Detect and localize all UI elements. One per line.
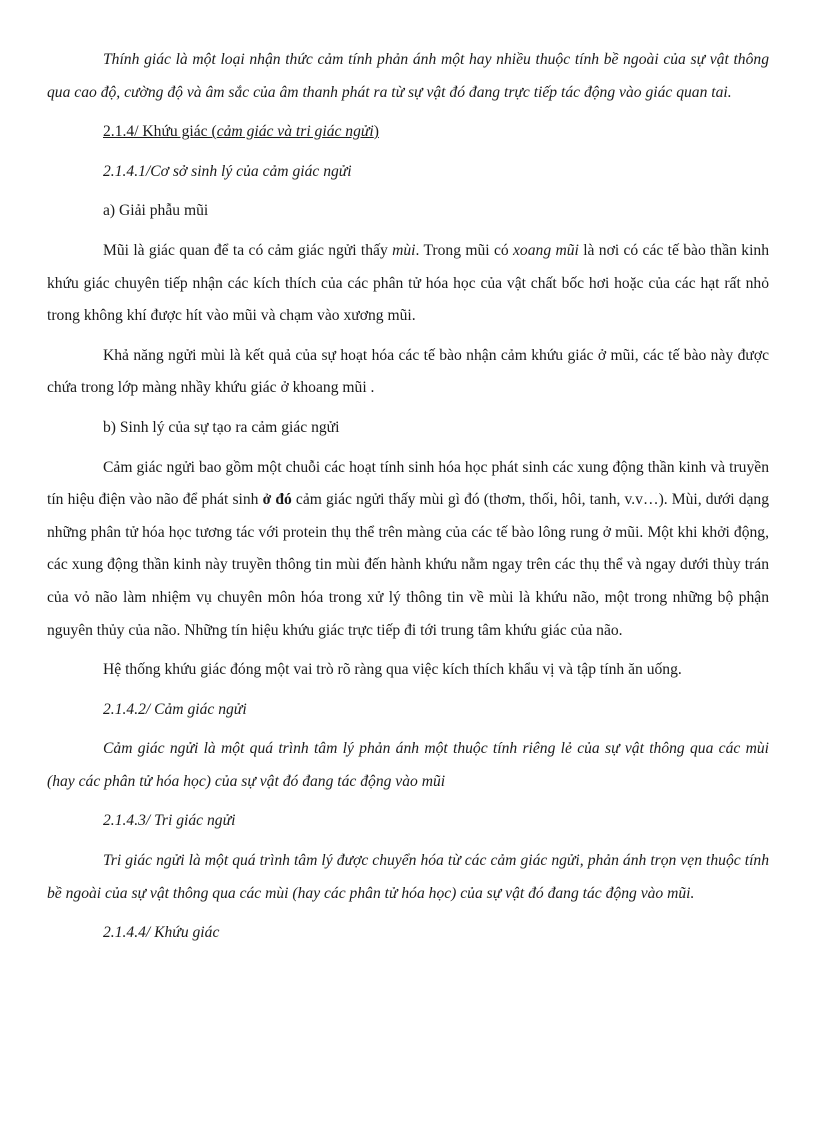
- heading-a-giai-phau-mui: a) Giải phẫu mũi: [103, 202, 209, 220]
- heading-2-1-4-3: 2.1.4.3/ Tri giác ngửi: [103, 812, 236, 830]
- heading-2-1-4-2: 2.1.4.2/ Cảm giác ngửi: [103, 700, 247, 718]
- paragraph-cam-giac-part-1: Cảm giác ngửi bao gồm một chuỗi các hoạt tính sinh hóa học phát sinh các xung động thần kinh và truyền tín hiệu điện vào não để phát sinh: [47, 458, 769, 509]
- paragraph-cam-giac-bold: ở đó: [262, 491, 292, 509]
- heading-2-1-4-italic: cảm giác và tri giác ngửi: [216, 123, 374, 141]
- heading-2-1-4-suffix: ): [373, 123, 379, 141]
- heading-b-sinh-ly: b) Sinh lý của sự tạo ra cảm giác ngửi: [103, 418, 340, 436]
- paragraph-cam-giac-definition: Cảm giác ngửi là một quá trình tâm lý phản ánh một thuộc tính riêng lẻ của sự vật thông qua các mùi (hay các phân tử hóa học) của sự vật đó đang tác động vào mũi: [47, 740, 769, 790]
- heading-2-1-4-prefix: 2.1.4/ Khứu giác (: [103, 123, 217, 141]
- paragraph-cam-giac-part-2: cảm giác ngửi thấy mùi gì đó (thơm, thối, hôi, tanh, v.v…). Mùi, dưới dạng những phân tử hóa học tương tác với protein thụ thể trên màng của các tế bào lông rung ở mũi. Một khi khởi động, các xung động thần kinh này truyền thông tin mùi đến hành khứu nằm ngay trên các thụ thể và ngay dưới thùy trán của vỏ não làm nhiệm vụ chuyên môn hóa trong xử lý thông tin về mùi là khứu não, một trong những bộ phận nguyên thủy của não. Những tín hiệu khứu giác trực tiếp đi tới trung tâm khứu giác của não.: [47, 491, 770, 639]
- paragraph-kha-nang-ngui: Khả năng ngửi mùi là kết quả của sự hoạt hóa các tế bào nhận cảm khứu giác ở mũi, các tế bào này được chứa trong lớp màng nhầy khứu giác ở khoang mũi .: [47, 346, 769, 397]
- paragraph-mui-term-mui: mùi: [392, 241, 416, 259]
- paragraph-mui-term-xoang-mui: xoang mũi: [513, 241, 579, 259]
- paragraph-cam-giac-ngui: [47, 452, 769, 648]
- paragraph-mui-part-3: là nơi có các tế bào thần kinh khứu giác chuyên tiếp nhận các kích thích của các phân tử hóa học của vật chất bốc hơi hoặc của các hạt rất nhỏ trong không khí được hít vào mũi và chạm vào xương mũi.: [47, 241, 770, 325]
- paragraph-thinh-giac: Thính giác là một loại nhận thức cảm tính phản ánh một hay nhiều thuộc tính bề ngoài của sự vật thông qua cao độ, cường độ và âm sắc của âm thanh phát ra từ sự vật đó đang trực tiếp tác động vào giác quan tai.: [47, 51, 769, 101]
- paragraph-mui: [47, 235, 769, 333]
- paragraph-mui-part-1: Mũi là giác quan để ta có cảm giác ngửi thấy: [103, 241, 393, 259]
- paragraph-tri-giac-definition: Tri giác ngửi là một quá trình tâm lý được chuyển hóa từ các cảm giác ngửi, phản ánh trọn vẹn thuộc tính bề ngoài của sự vật thông qua các mùi (hay các phân tử hóa học) của sự vật đó đang tác động vào mũi.: [47, 852, 769, 902]
- heading-2-1-4: [47, 116, 769, 149]
- paragraph-he-thong-khuu-giac: Hệ thống khứu giác đóng một vai trò rõ ràng qua việc kích thích khẩu vị và tập tính ăn uống.: [103, 661, 682, 679]
- heading-2-1-4-1: 2.1.4.1/Cơ sở sinh lý của cảm giác ngửi: [103, 162, 352, 180]
- paragraph-mui-part-2: . Trong mũi có: [415, 241, 514, 259]
- heading-2-1-4-4: 2.1.4.4/ Khứu giác: [103, 924, 220, 942]
